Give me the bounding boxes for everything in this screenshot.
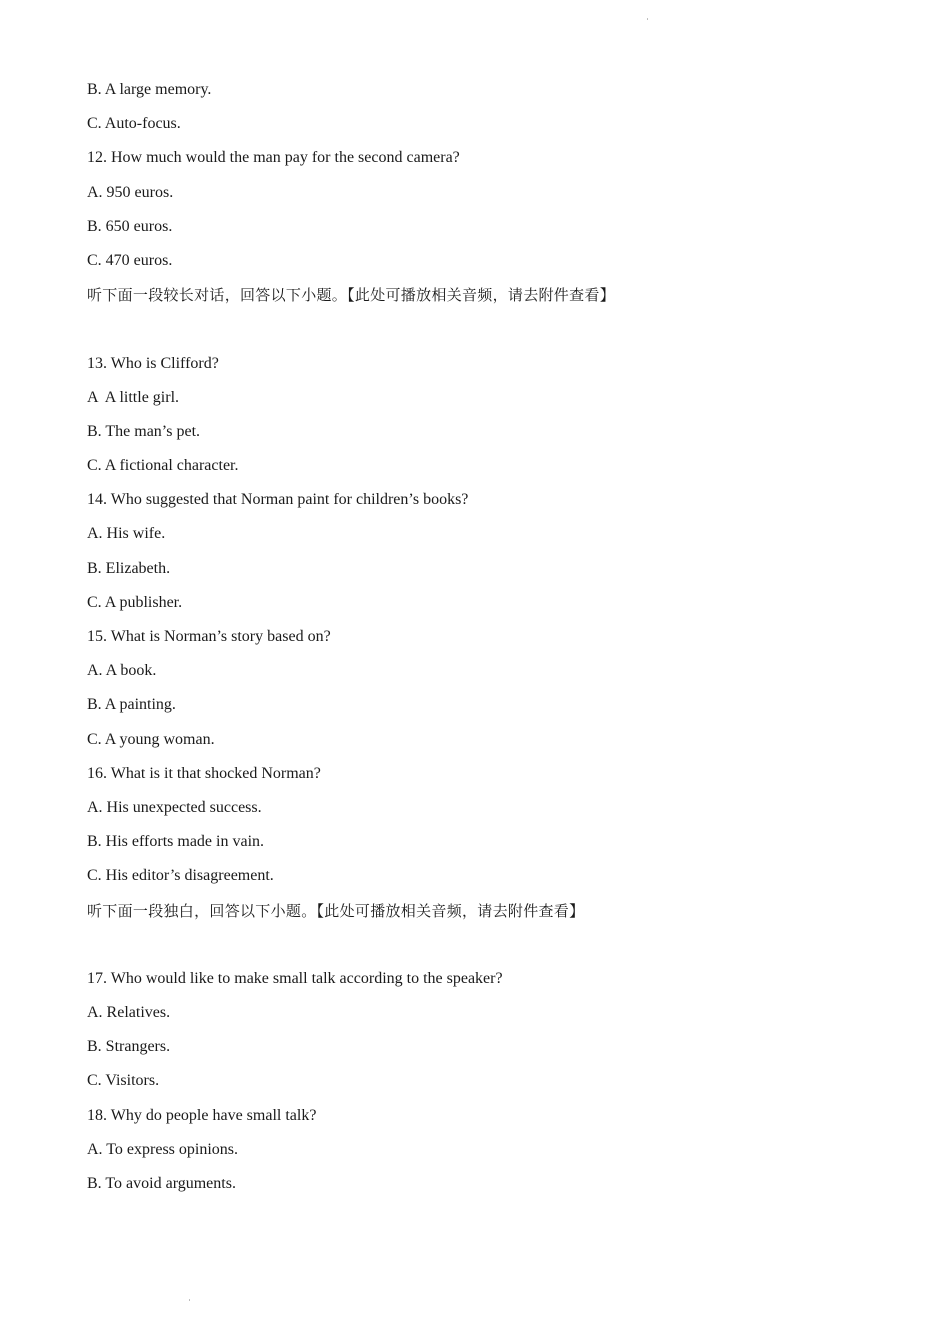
header-dot-mark: ˙ [646, 17, 649, 27]
question-17: 17. Who would like to make small talk according to the speaker? [87, 969, 503, 987]
option-17-a: A. Relatives. [87, 1004, 171, 1022]
option-14-c: C. A publisher. [87, 593, 183, 611]
question-list [87, 78, 887, 1206]
question-16: 16. What is it that shocked Norman? [87, 764, 321, 782]
question-15: 15. What is Norman’s story based on? [87, 628, 331, 645]
option-12-a: A. 950 euros. [87, 183, 174, 201]
option-18-a: A. To express opinions. [87, 1140, 239, 1158]
section-instruction-dialogue: 听下面一段较长对话，回答以下小题。【此处可播放相关音频，请去附件查看】 [87, 286, 616, 305]
question-14: 14. Who suggested that Norman paint for children’s books? [87, 491, 469, 509]
option-14-a: A. His wife. [87, 525, 166, 543]
option-16-b: B. His efforts made in vain. [87, 833, 265, 851]
option-16-a: A. His unexpected success. [87, 798, 262, 816]
option-14-b: B. Elizabeth. [87, 559, 171, 577]
question-13: 13. Who is Clifford? [87, 354, 219, 372]
option-13-a: A A little girl. [87, 388, 180, 406]
option-15-a: A. A book. [87, 662, 157, 680]
option-17-c: C. Visitors. [87, 1072, 160, 1090]
question-18: 18. Why do people have small talk? [87, 1106, 317, 1124]
option-13-c: C. A fictional character. [87, 457, 239, 475]
option-16-c: C. His editor’s disagreement. [87, 867, 274, 885]
option-11-b: B. A large memory. [87, 81, 212, 98]
blank-line [87, 317, 887, 351]
option-12-c: C. 470 euros. [87, 251, 173, 269]
option-15-c: C. A young woman. [87, 730, 215, 748]
option-17-b: B. Strangers. [87, 1038, 171, 1056]
option-11-c: C. Auto-focus. [87, 115, 181, 133]
question-12: 12. How much would the man pay for the second camera? [87, 149, 460, 167]
blank-line [87, 933, 887, 967]
option-13-b: B. The man’s pet. [87, 422, 201, 440]
option-15-b: B. A painting. [87, 696, 176, 714]
option-12-b: B. 650 euros. [87, 217, 173, 235]
footer-dot-mark: ˙ [188, 1298, 191, 1308]
section-instruction-monologue: 听下面一段独白，回答以下小题。【此处可播放相关音频，请去附件查看】 [87, 901, 585, 920]
option-18-b: B. To avoid arguments. [87, 1175, 236, 1192]
